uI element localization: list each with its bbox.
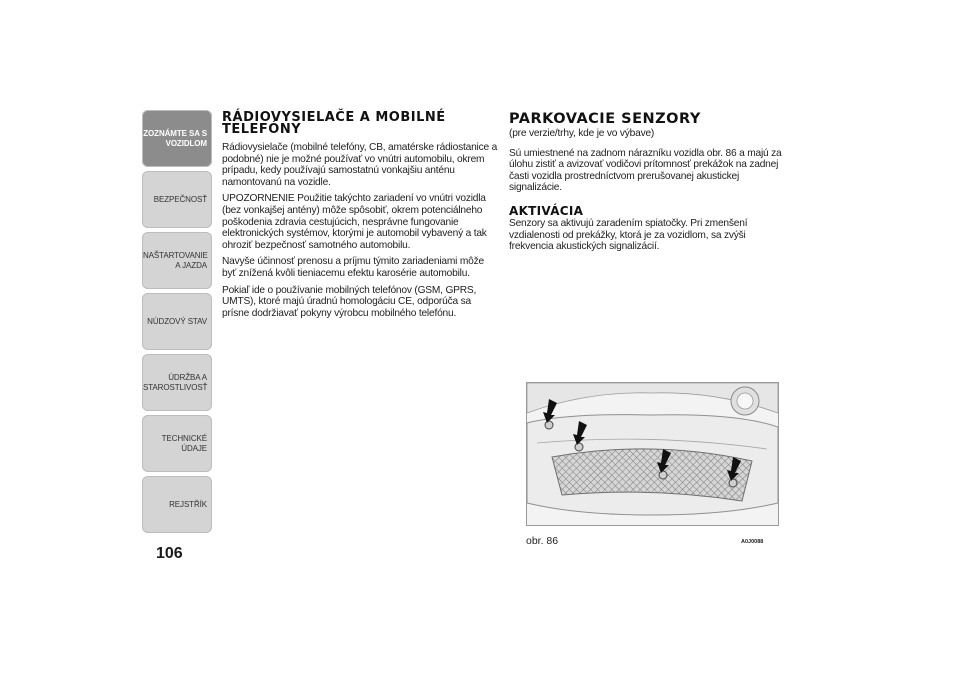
tab-technicke-udaje[interactable] — [142, 415, 212, 472]
paragraph: Sú umiestnené na zadnom nárazníku vozidla obr. 86 a majú za úlohu zistiť a avizovať vodičovi prítomnosť prekážok na zadnej časti vozidla prostredníctvom prerušovanej akustickej signalizácie. — [509, 147, 782, 194]
paragraph: Senzory sa aktivujú zaradením spiatočky. Pri zmenšení vzdialenosti od prekážky, ktorá je za vozidlom, sa zvýši frekvencia akustických signalizácií. — [509, 217, 748, 253]
tab-nastartovanie-a-jazda[interactable] — [142, 232, 212, 289]
subsection-title: AKTIVÁCIA — [509, 203, 584, 218]
section-parking-sensors — [509, 112, 785, 258]
tab-udrzba-a-starostlivost[interactable] — [142, 354, 212, 411]
tab-label: BEZPEČNOSŤ — [153, 194, 207, 204]
page-number: 106 — [156, 545, 183, 562]
warning-paragraph: UPOZORNENIE Použitie takýchto zariadení vo vnútri vozidla (bez vonkajšej antény) môže spôsobiť, okrem potenciálneho poškodenia zdravia cestujúcich, nesprávne fungovanie elektronických systémov, ktorými je automobil vybavený a tak ohroziť bezpečnosť samotného automobilu. — [222, 193, 487, 251]
tab-zoznamte-sa-s-vozidlom[interactable] — [142, 110, 212, 167]
paragraph: Rádiovysielače (mobilné telefóny, CB, amatérske rádiostanice a podobné) nie je možné používať vo vnútri automobilu, okrem prípadu, kedy používajú samostatnú vonkajšiu anténu namontovanú na vozidle. — [222, 142, 498, 188]
paragraph: Pokiaľ ide o používanie mobilných telefónov (GSM, GPRS, UMTS), ktoré majú úradnú homologáciu CE, odporúča sa prísne dodržiavať pokyny výrobcu mobilného telefónu. — [222, 284, 477, 319]
tab-nudzovy-stav[interactable] — [142, 293, 212, 350]
rear-bumper-illustration — [527, 383, 778, 525]
section-radio-transmitters — [222, 112, 498, 324]
tab-label: REJSTŘÍK — [169, 499, 207, 509]
tab-label: NAŠTARTOVANIE A JAZDA — [143, 250, 208, 270]
figure-code: A0J0088 — [741, 539, 764, 545]
chapter-tabs — [142, 110, 212, 537]
tab-label: TECHNICKÉ ÚDAJE — [161, 433, 207, 453]
paragraph: Navyše účinnosť prenosu a príjmu týmito zariadeniami môže byť znížená kvôli tieniacemu efektu karosérie automobilu. — [222, 256, 484, 279]
tab-label: ZOZNÁMTE SA S VOZIDLOM — [143, 128, 207, 148]
section-title: RÁDIOVYSIELAČE A MOBILNÉ TELEFÓNY — [222, 110, 446, 137]
tab-label: NÚDZOVÝ STAV — [147, 316, 207, 326]
figure-rear-bumper — [526, 382, 779, 526]
tab-bezpecnost[interactable] — [142, 171, 212, 228]
tab-rejstrik[interactable] — [142, 476, 212, 533]
section-subtitle: (pre verzie/trhy, kde je vo výbave) — [509, 128, 655, 139]
tab-label: ÚDRŽBA A STAROSTLIVOSŤ — [143, 372, 208, 392]
section-title: PARKOVACIE SENZORY — [509, 111, 701, 127]
figure-caption: obr. 86 — [526, 535, 559, 547]
